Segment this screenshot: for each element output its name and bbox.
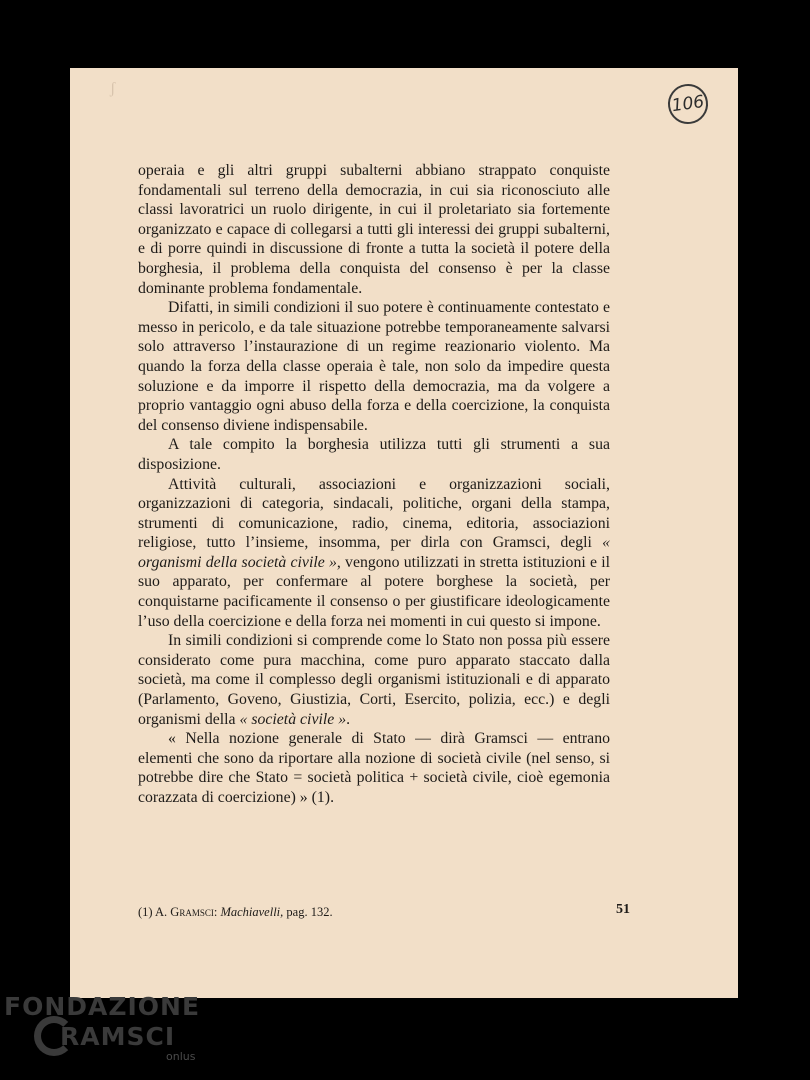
document-page [70, 68, 738, 998]
footnote-marker: (1) A. [138, 905, 171, 919]
logo-line-1: FONDAZIONE [4, 992, 201, 1021]
body-text [138, 161, 610, 808]
footnote-author: Gramsci [170, 905, 214, 919]
paragraph-4 [138, 475, 610, 632]
footnote [138, 905, 333, 920]
paragraph-5-quote: « società civile » [239, 710, 347, 728]
fondazione-gramsci-logo [4, 992, 204, 1072]
folio-stamp: 106 [665, 81, 710, 126]
paragraph-3: A tale compito la borghesia utilizza tutti gli strumenti a sua disposizione. [138, 436, 610, 473]
paragraph-5 [138, 631, 610, 729]
paragraph-5-text-b: . [346, 710, 351, 728]
paragraph-5-text-a: In simili condizioni si comprende come lo Stato non possa più essere considerato come pura macchina, come puro apparato staccato dalla società, ma come il complesso degli organismi istituzionali e di apparato (Parlamento, Goveno, Giustizia, Corti, Esercito, polizia, ecc.) e degli organismi della [138, 632, 610, 728]
page-number: 51 [616, 902, 630, 917]
faint-pencil-mark: ʃ [110, 80, 116, 97]
paragraph-4-quote: « organismi della società civile » [138, 534, 610, 571]
footnote-sep: : [213, 905, 221, 919]
footnote-title: Machiavelli, [220, 905, 284, 919]
logo-line-2: RAMSCI [60, 1022, 176, 1051]
paragraph-1: operaia e gli altri gruppi subalterni abbiano strappato conquiste fondamentali sul terreno della democrazia, in cui sia riconosciuto alle classi lavoratrici un ruolo dirigente, in cui il proletariato sia fortemente organizzato e capace di collegarsi a tutti gli interessi dei gruppi subalterni, e di porre quindi in discussione di fronte a tutta la società il potere della borghesia, il problema della conquista del consenso è per la classe dominante problema fondamentale. [138, 162, 610, 297]
paragraph-4-text-b: , vengono utilizzati in stretta istituzioni e il suo apparato, per confermare al potere borghese la società, per conquistarne pacificamente il consenso o per giustificare ideologicamente l’uso della coercizione e della forza nei momenti in cui questo si impone. [138, 553, 611, 630]
paragraph-6: « Nella nozione generale di Stato — dirà Gramsci — entrano elementi che sono da riportare alla nozione di società civile (nel senso, si potrebbe dire che Stato = società politica + società civile, cioè egemonia corazzata di coercizione) » (1). [138, 730, 610, 806]
footnote-page: pag. 132. [283, 905, 333, 919]
paragraph-2: Difatti, in simili condizioni il suo potere è continuamente contestato e messo in pericolo, e da tale situazione potrebbe temporaneamente salvarsi solo attraverso l’instaurazione di un regime reazionario violento. Ma quando la forza della classe operaia è tale, non solo da impedire questa soluzione e da imporre il rispetto della democrazia, ma da volgere a proprio vantaggio ogni abuso della forza e della coercizione, la conquista del consenso diviene indispensabile. [138, 299, 610, 434]
logo-line-3: onlus [166, 1050, 196, 1063]
paragraph-4-text-a: Attività culturali, associazioni e organizzazioni sociali, organizzazioni di categoria, sindacali, politiche, organi della stampa, strumenti di comunicazione, radio, cinema, editoria, associazioni religiose, tutto l’insieme, insomma, per dirla con Gramsci, degli [138, 475, 610, 552]
